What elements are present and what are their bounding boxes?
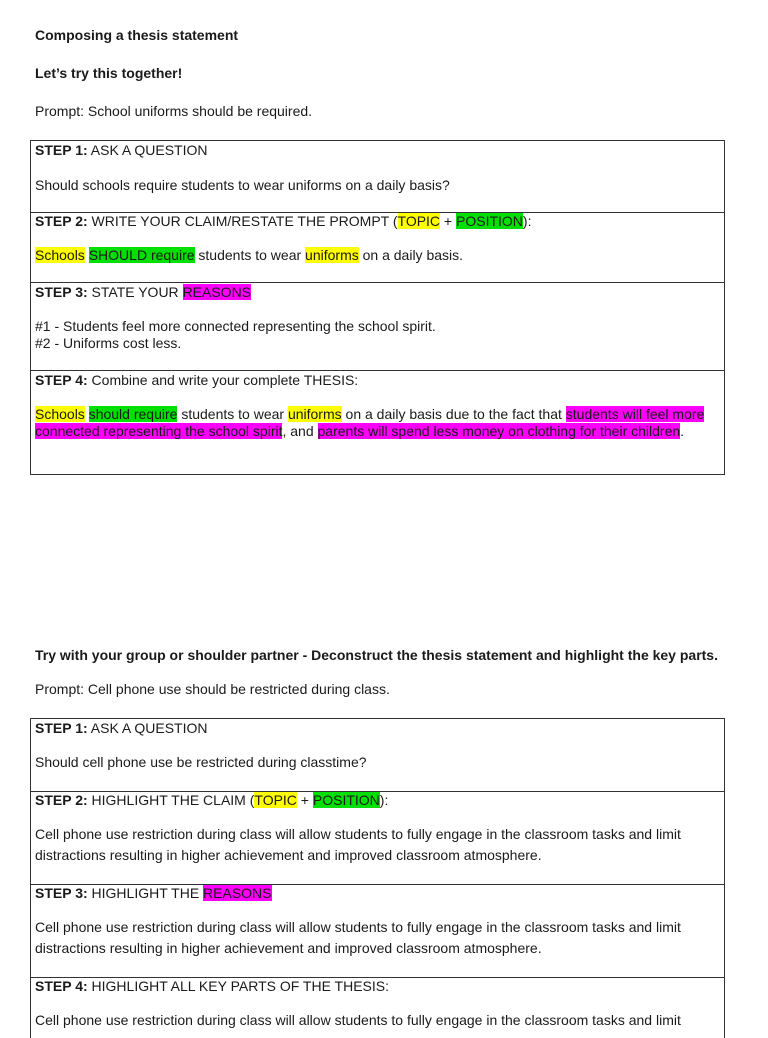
step-label: STEP 2:	[35, 792, 88, 808]
step-heading: HIGHLIGHT THE	[87, 885, 204, 901]
doc-title: Composing a thesis statement	[35, 27, 239, 43]
step-2-row	[31, 791, 724, 884]
reasons-text: Cell phone use restriction during class will allow students to fully engage in the classroom tasks and limit distractions resulting in higher achievement and improved classroom atmosphere.	[35, 919, 681, 956]
plus-text: +	[440, 213, 457, 229]
reasons-highlight: parents will spend less money on clothing for their children	[317, 423, 681, 439]
step-heading: WRITE YOUR CLAIM/RESTATE THE PROMPT (	[87, 213, 398, 229]
topic-highlight: uniforms	[287, 406, 342, 422]
claim-end: on a daily basis.	[358, 247, 464, 263]
reasons-highlight: students will feel more connected representing the school spirit	[35, 406, 705, 439]
period: .	[680, 423, 685, 439]
step-2-row	[31, 212, 724, 282]
plus-text: +	[296, 792, 313, 808]
topic-highlight: Schools	[35, 406, 85, 422]
prompt-1: Prompt: School uniforms should be required.	[35, 103, 313, 119]
position-highlight: POSITION	[456, 213, 523, 229]
thesis-mid: students to wear	[177, 406, 288, 422]
section-2-title: Try with your group or shoulder partner - Deconstruct the thesis statement and highlight the key parts.	[35, 647, 718, 663]
doc-subtitle: Let’s try this together!	[35, 65, 183, 81]
thesis-steps-table-1	[30, 140, 725, 475]
step-3-row	[31, 282, 724, 370]
prompt-2: Prompt: Cell phone use should be restricted during class.	[35, 681, 390, 697]
position-highlight: SHOULD require	[88, 247, 195, 263]
position-highlight: POSITION	[312, 792, 380, 808]
question-text: Should cell phone use be restricted during classtime?	[35, 754, 367, 770]
step-label: STEP 2:	[35, 213, 88, 229]
step-3-row	[31, 884, 724, 977]
close-text: ):	[522, 213, 532, 229]
thesis-steps-table-2	[30, 718, 725, 1038]
topic-highlight: TOPIC	[397, 213, 441, 229]
topic-highlight: Schools	[35, 247, 85, 263]
step-4-row	[31, 977, 724, 1037]
topic-highlight: uniforms	[305, 247, 359, 263]
step-1-row	[31, 141, 724, 212]
step-label: STEP 1:	[35, 142, 88, 158]
reasons-highlight: REASONS	[203, 885, 272, 901]
claim-text	[35, 247, 463, 264]
thesis-text	[35, 406, 715, 440]
question-text: Should schools require students to wear uniforms on a daily basis?	[35, 177, 450, 193]
position-highlight: should require	[88, 406, 178, 422]
step-label: STEP 3:	[35, 284, 88, 300]
thesis-text: Cell phone use restriction during class will allow students to fully engage in the classroom tasks and limit	[35, 1012, 681, 1028]
step-label: STEP 1:	[35, 720, 88, 736]
step-label: STEP 4:	[35, 372, 88, 388]
close-text: ):	[379, 792, 389, 808]
reason-2: #2 - Uniforms cost less.	[35, 335, 182, 351]
step-heading: HIGHLIGHT THE CLAIM (	[87, 792, 255, 808]
step-1-row	[31, 719, 724, 791]
topic-highlight: TOPIC	[254, 792, 297, 808]
step-heading: ASK A QUESTION	[87, 720, 208, 736]
claim-mid: students to wear	[194, 247, 306, 263]
thesis-mid: on a daily basis due to the fact that	[341, 406, 566, 422]
step-heading: STATE YOUR	[87, 284, 183, 300]
step-label: STEP 3:	[35, 885, 88, 901]
step-heading: ASK A QUESTION	[87, 142, 208, 158]
claim-text: Cell phone use restriction during class will allow students to fully engage in the classroom tasks and limit distractions resulting in higher achievement and improved classroom atmosphere.	[35, 826, 681, 863]
and-text: , and	[282, 423, 318, 439]
step-label: STEP 4:	[35, 978, 88, 994]
step-heading: HIGHLIGHT ALL KEY PARTS OF THE THESIS:	[87, 978, 390, 994]
step-4-row	[31, 370, 724, 474]
reason-1: #1 - Students feel more connected representing the school spirit.	[35, 318, 436, 334]
reasons-highlight: REASONS	[182, 284, 252, 300]
step-heading: Combine and write your complete THESIS:	[87, 372, 359, 388]
